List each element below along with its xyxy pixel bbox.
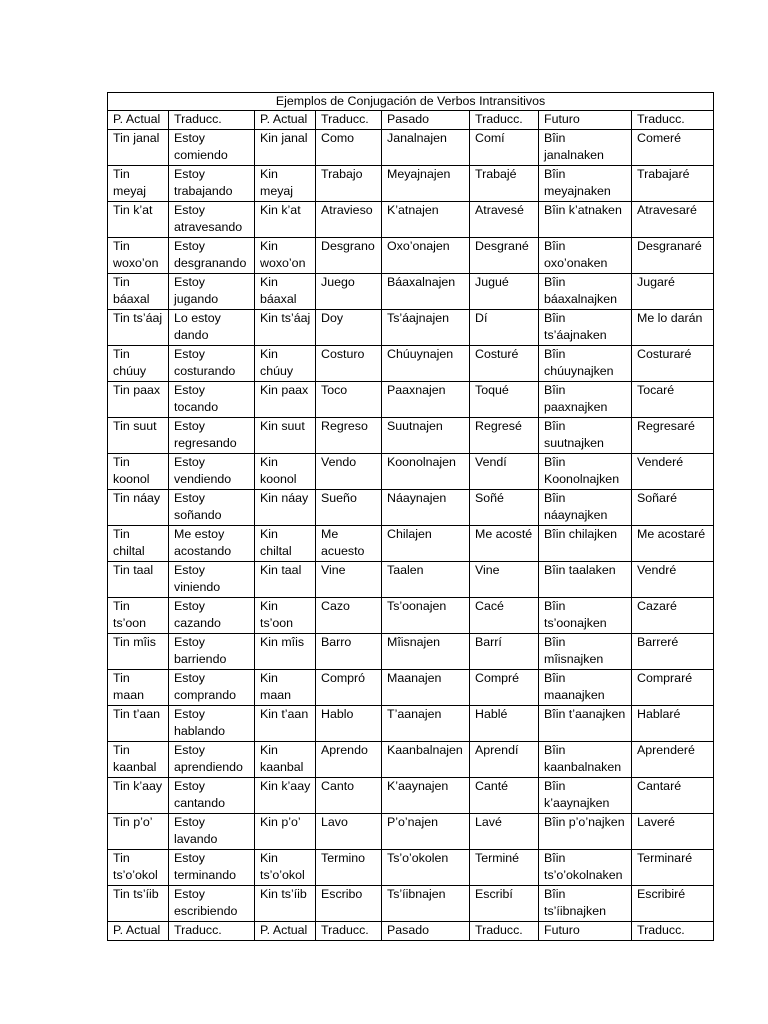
past-translation-cell: Vendí bbox=[470, 454, 539, 490]
present-habitual-cell: Kin janal bbox=[255, 130, 316, 166]
conjugation-sheet bbox=[107, 92, 713, 941]
past-cell: T’aanajen bbox=[382, 706, 470, 742]
present-habitual-translation-cell: Barro bbox=[316, 634, 382, 670]
future-translation-cell: Trabajaré bbox=[632, 166, 714, 202]
future-translation-cell: Tocaré bbox=[632, 382, 714, 418]
present-progressive-translation-cell: Estoy comiendo bbox=[169, 130, 255, 166]
verb-row bbox=[108, 238, 714, 274]
present-progressive-translation-cell: Lo estoy dando bbox=[169, 310, 255, 346]
present-habitual-cell: Kin p’o’ bbox=[255, 814, 316, 850]
present-habitual-cell: Kin k’aay bbox=[255, 778, 316, 814]
present-progressive-translation-cell: Estoy regresando bbox=[169, 418, 255, 454]
past-translation-cell: Compré bbox=[470, 670, 539, 706]
past-cell: K’aaynajen bbox=[382, 778, 470, 814]
future-translation-cell: Cantaré bbox=[632, 778, 714, 814]
past-translation-cell: Dí bbox=[470, 310, 539, 346]
present-habitual-cell: Kin meyaj bbox=[255, 166, 316, 202]
future-translation-cell: Desgranaré bbox=[632, 238, 714, 274]
future-cell: Bîin paaxnajken bbox=[539, 382, 632, 418]
present-habitual-cell: Kin ts’íib bbox=[255, 886, 316, 922]
footer-header-cell: Traducc. bbox=[169, 922, 255, 941]
future-cell: Bîin k’aaynajken bbox=[539, 778, 632, 814]
past-cell: Mîisnajen bbox=[382, 634, 470, 670]
header-cell: P. Actual bbox=[255, 111, 316, 130]
verb-row bbox=[108, 418, 714, 454]
future-cell: Bîin mîisnajken bbox=[539, 634, 632, 670]
future-cell: Bîin báaxalnajken bbox=[539, 274, 632, 310]
present-progressive-cell: Tin suut bbox=[108, 418, 169, 454]
verb-row bbox=[108, 202, 714, 238]
past-translation-cell: Soñé bbox=[470, 490, 539, 526]
present-habitual-cell: Kin suut bbox=[255, 418, 316, 454]
future-cell: Bîin taalaken bbox=[539, 562, 632, 598]
present-habitual-translation-cell: Como bbox=[316, 130, 382, 166]
present-progressive-translation-cell: Estoy viniendo bbox=[169, 562, 255, 598]
past-cell: Kaanbalnajen bbox=[382, 742, 470, 778]
present-progressive-translation-cell: Estoy vendiendo bbox=[169, 454, 255, 490]
future-translation-cell: Me acostaré bbox=[632, 526, 714, 562]
verb-row bbox=[108, 526, 714, 562]
past-cell: Koonolnajen bbox=[382, 454, 470, 490]
present-progressive-cell: Tin t’aan bbox=[108, 706, 169, 742]
past-cell: Náaynajen bbox=[382, 490, 470, 526]
future-cell: Bîin chilajken bbox=[539, 526, 632, 562]
header-row bbox=[108, 111, 714, 130]
past-translation-cell: Barrí bbox=[470, 634, 539, 670]
future-cell: Bîin kaanbalnaken bbox=[539, 742, 632, 778]
present-progressive-cell: Tin taal bbox=[108, 562, 169, 598]
past-cell: Maanajen bbox=[382, 670, 470, 706]
past-cell: P’o’najen bbox=[382, 814, 470, 850]
past-translation-cell: Desgrané bbox=[470, 238, 539, 274]
present-habitual-translation-cell: Compró bbox=[316, 670, 382, 706]
present-progressive-cell: Tin p’o’ bbox=[108, 814, 169, 850]
conjugation-table bbox=[107, 92, 714, 941]
present-habitual-translation-cell: Doy bbox=[316, 310, 382, 346]
past-translation-cell: Lavé bbox=[470, 814, 539, 850]
footer-header-cell: Traducc. bbox=[632, 922, 714, 941]
past-translation-cell: Jugué bbox=[470, 274, 539, 310]
verb-row bbox=[108, 274, 714, 310]
future-translation-cell: Comeré bbox=[632, 130, 714, 166]
present-progressive-translation-cell: Estoy cazando bbox=[169, 598, 255, 634]
present-habitual-cell: Kin koonol bbox=[255, 454, 316, 490]
past-cell: Suutnajen bbox=[382, 418, 470, 454]
verb-row bbox=[108, 166, 714, 202]
future-translation-cell: Hablaré bbox=[632, 706, 714, 742]
future-translation-cell: Barreré bbox=[632, 634, 714, 670]
present-progressive-cell: Tin ts’íib bbox=[108, 886, 169, 922]
present-habitual-translation-cell: Hablo bbox=[316, 706, 382, 742]
past-cell: Oxo’onajen bbox=[382, 238, 470, 274]
past-translation-cell: Comí bbox=[470, 130, 539, 166]
future-cell: Bîin p’o’najken bbox=[539, 814, 632, 850]
future-translation-cell: Atravesaré bbox=[632, 202, 714, 238]
verb-row bbox=[108, 778, 714, 814]
present-progressive-translation-cell: Estoy terminando bbox=[169, 850, 255, 886]
future-cell: Bîin ts’o’okolnaken bbox=[539, 850, 632, 886]
future-cell: Bîin ts’íibnajken bbox=[539, 886, 632, 922]
present-habitual-cell: Kin paax bbox=[255, 382, 316, 418]
header-cell: Traducc. bbox=[169, 111, 255, 130]
verb-row bbox=[108, 382, 714, 418]
header-cell: Traducc. bbox=[632, 111, 714, 130]
future-translation-cell: Laveré bbox=[632, 814, 714, 850]
present-habitual-translation-cell: Juego bbox=[316, 274, 382, 310]
verb-row bbox=[108, 562, 714, 598]
footer-header-cell: Traducc. bbox=[316, 922, 382, 941]
past-translation-cell: Terminé bbox=[470, 850, 539, 886]
past-translation-cell: Toqué bbox=[470, 382, 539, 418]
present-progressive-cell: Tin mîis bbox=[108, 634, 169, 670]
present-progressive-translation-cell: Estoy escribiendo bbox=[169, 886, 255, 922]
present-progressive-cell: Tin woxo’on bbox=[108, 238, 169, 274]
present-progressive-translation-cell: Estoy atravesando bbox=[169, 202, 255, 238]
verb-row bbox=[108, 670, 714, 706]
past-cell: Meyajnajen bbox=[382, 166, 470, 202]
past-cell: Ts’áajnajen bbox=[382, 310, 470, 346]
present-habitual-cell: Kin k’at bbox=[255, 202, 316, 238]
present-habitual-cell: Kin ts’o’okol bbox=[255, 850, 316, 886]
header-cell: Pasado bbox=[382, 111, 470, 130]
present-habitual-translation-cell: Trabajo bbox=[316, 166, 382, 202]
past-translation-cell: Atravesé bbox=[470, 202, 539, 238]
future-cell: Bîin oxo’onaken bbox=[539, 238, 632, 274]
footer-header-cell: Futuro bbox=[539, 922, 632, 941]
verb-row bbox=[108, 706, 714, 742]
present-progressive-cell: Tin paax bbox=[108, 382, 169, 418]
past-translation-cell: Costuré bbox=[470, 346, 539, 382]
past-translation-cell: Regresé bbox=[470, 418, 539, 454]
present-progressive-translation-cell: Estoy desgranando bbox=[169, 238, 255, 274]
future-translation-cell: Vendré bbox=[632, 562, 714, 598]
present-habitual-cell: Kin ts’áaj bbox=[255, 310, 316, 346]
present-habitual-cell: Kin maan bbox=[255, 670, 316, 706]
past-cell: Taalen bbox=[382, 562, 470, 598]
present-habitual-cell: Kin woxo’on bbox=[255, 238, 316, 274]
present-progressive-cell: Tin maan bbox=[108, 670, 169, 706]
future-cell: Bîin ts’oonajken bbox=[539, 598, 632, 634]
future-translation-cell: Costuraré bbox=[632, 346, 714, 382]
present-habitual-translation-cell: Cazo bbox=[316, 598, 382, 634]
present-progressive-translation-cell: Estoy comprando bbox=[169, 670, 255, 706]
future-translation-cell: Me lo darán bbox=[632, 310, 714, 346]
present-progressive-cell: Tin meyaj bbox=[108, 166, 169, 202]
present-progressive-translation-cell: Estoy hablando bbox=[169, 706, 255, 742]
present-progressive-cell: Tin ts’oon bbox=[108, 598, 169, 634]
present-progressive-translation-cell: Estoy jugando bbox=[169, 274, 255, 310]
present-habitual-cell: Kin mîis bbox=[255, 634, 316, 670]
past-cell: Chilajen bbox=[382, 526, 470, 562]
future-cell: Bîin suutnajken bbox=[539, 418, 632, 454]
present-progressive-cell: Tin k’at bbox=[108, 202, 169, 238]
present-progressive-translation-cell: Estoy barriendo bbox=[169, 634, 255, 670]
present-progressive-cell: Tin ts’o’okol bbox=[108, 850, 169, 886]
present-habitual-cell: Kin taal bbox=[255, 562, 316, 598]
present-habitual-translation-cell: Sueño bbox=[316, 490, 382, 526]
past-translation-cell: Hablé bbox=[470, 706, 539, 742]
future-translation-cell: Compraré bbox=[632, 670, 714, 706]
present-progressive-cell: Tin chúuy bbox=[108, 346, 169, 382]
future-cell: Bîin chúuynajken bbox=[539, 346, 632, 382]
past-translation-cell: Escribí bbox=[470, 886, 539, 922]
present-progressive-translation-cell: Estoy costurando bbox=[169, 346, 255, 382]
verb-row bbox=[108, 346, 714, 382]
future-translation-cell: Cazaré bbox=[632, 598, 714, 634]
verb-row bbox=[108, 454, 714, 490]
past-translation-cell: Aprendí bbox=[470, 742, 539, 778]
present-progressive-translation-cell: Estoy lavando bbox=[169, 814, 255, 850]
past-cell: Ts’íibnajen bbox=[382, 886, 470, 922]
past-translation-cell: Trabajé bbox=[470, 166, 539, 202]
present-progressive-cell: Tin janal bbox=[108, 130, 169, 166]
future-cell: Bîin t’aanajken bbox=[539, 706, 632, 742]
present-habitual-cell: Kin náay bbox=[255, 490, 316, 526]
present-habitual-cell: Kin chiltal bbox=[255, 526, 316, 562]
present-progressive-translation-cell: Estoy aprendiendo bbox=[169, 742, 255, 778]
past-cell: Paaxnajen bbox=[382, 382, 470, 418]
past-cell: Ts’o’okolen bbox=[382, 850, 470, 886]
future-translation-cell: Regresaré bbox=[632, 418, 714, 454]
present-habitual-translation-cell: Lavo bbox=[316, 814, 382, 850]
future-cell: Bîin maanajken bbox=[539, 670, 632, 706]
present-habitual-translation-cell: Escribo bbox=[316, 886, 382, 922]
footer-header-cell: Traducc. bbox=[470, 922, 539, 941]
present-progressive-cell: Tin kaanbal bbox=[108, 742, 169, 778]
header-cell: Traducc. bbox=[470, 111, 539, 130]
title-row bbox=[108, 93, 714, 111]
past-translation-cell: Vine bbox=[470, 562, 539, 598]
future-cell: Bîin meyajnaken bbox=[539, 166, 632, 202]
past-translation-cell: Cacé bbox=[470, 598, 539, 634]
future-translation-cell: Terminaré bbox=[632, 850, 714, 886]
present-habitual-cell: Kin ts’oon bbox=[255, 598, 316, 634]
future-cell: Bîin k’atnaken bbox=[539, 202, 632, 238]
present-habitual-cell: Kin kaanbal bbox=[255, 742, 316, 778]
present-progressive-translation-cell: Me estoy acostando bbox=[169, 526, 255, 562]
verb-row bbox=[108, 310, 714, 346]
present-habitual-translation-cell: Regreso bbox=[316, 418, 382, 454]
footer-header-cell: P. Actual bbox=[108, 922, 169, 941]
footer-header-cell: P. Actual bbox=[255, 922, 316, 941]
past-translation-cell: Me acosté bbox=[470, 526, 539, 562]
verb-row bbox=[108, 886, 714, 922]
present-habitual-translation-cell: Vendo bbox=[316, 454, 382, 490]
past-cell: Chúuynajen bbox=[382, 346, 470, 382]
present-habitual-translation-cell: Desgrano bbox=[316, 238, 382, 274]
present-habitual-translation-cell: Termino bbox=[316, 850, 382, 886]
future-translation-cell: Venderé bbox=[632, 454, 714, 490]
verb-row bbox=[108, 490, 714, 526]
present-progressive-translation-cell: Estoy tocando bbox=[169, 382, 255, 418]
verb-row bbox=[108, 742, 714, 778]
future-cell: Bîin Koonolnajken bbox=[539, 454, 632, 490]
present-progressive-cell: Tin báaxal bbox=[108, 274, 169, 310]
present-progressive-translation-cell: Estoy trabajando bbox=[169, 166, 255, 202]
present-progressive-cell: Tin ts’áaj bbox=[108, 310, 169, 346]
present-habitual-translation-cell: Toco bbox=[316, 382, 382, 418]
past-cell: K’atnajen bbox=[382, 202, 470, 238]
past-cell: Báaxalnajen bbox=[382, 274, 470, 310]
header-cell: Traducc. bbox=[316, 111, 382, 130]
verb-row bbox=[108, 634, 714, 670]
header-cell: P. Actual bbox=[108, 111, 169, 130]
present-progressive-cell: Tin k’aay bbox=[108, 778, 169, 814]
present-progressive-cell: Tin náay bbox=[108, 490, 169, 526]
future-translation-cell: Jugaré bbox=[632, 274, 714, 310]
present-progressive-cell: Tin koonol bbox=[108, 454, 169, 490]
future-translation-cell: Aprenderé bbox=[632, 742, 714, 778]
present-progressive-cell: Tin chiltal bbox=[108, 526, 169, 562]
present-habitual-cell: Kin chúuy bbox=[255, 346, 316, 382]
future-translation-cell: Soñaré bbox=[632, 490, 714, 526]
verb-row bbox=[108, 130, 714, 166]
verb-row bbox=[108, 598, 714, 634]
past-cell: Janalnajen bbox=[382, 130, 470, 166]
present-habitual-translation-cell: Atravieso bbox=[316, 202, 382, 238]
future-cell: Bîin ts’áajnaken bbox=[539, 310, 632, 346]
future-translation-cell: Escribiré bbox=[632, 886, 714, 922]
present-habitual-translation-cell: Canto bbox=[316, 778, 382, 814]
present-habitual-translation-cell: Aprendo bbox=[316, 742, 382, 778]
footer-header-row bbox=[108, 922, 714, 941]
footer-header-cell: Pasado bbox=[382, 922, 470, 941]
future-cell: Bîin náaynajken bbox=[539, 490, 632, 526]
present-habitual-translation-cell: Vine bbox=[316, 562, 382, 598]
table-title: Ejemplos de Conjugación de Verbos Intransitivos bbox=[108, 93, 714, 111]
present-progressive-translation-cell: Estoy soñando bbox=[169, 490, 255, 526]
present-habitual-cell: Kin báaxal bbox=[255, 274, 316, 310]
past-translation-cell: Canté bbox=[470, 778, 539, 814]
future-cell: Bîin janalnaken bbox=[539, 130, 632, 166]
present-habitual-translation-cell: Me acuesto bbox=[316, 526, 382, 562]
present-habitual-translation-cell: Costuro bbox=[316, 346, 382, 382]
verb-row bbox=[108, 850, 714, 886]
header-cell: Futuro bbox=[539, 111, 632, 130]
past-cell: Ts’oonajen bbox=[382, 598, 470, 634]
present-progressive-translation-cell: Estoy cantando bbox=[169, 778, 255, 814]
present-habitual-cell: Kin t’aan bbox=[255, 706, 316, 742]
verb-row bbox=[108, 814, 714, 850]
